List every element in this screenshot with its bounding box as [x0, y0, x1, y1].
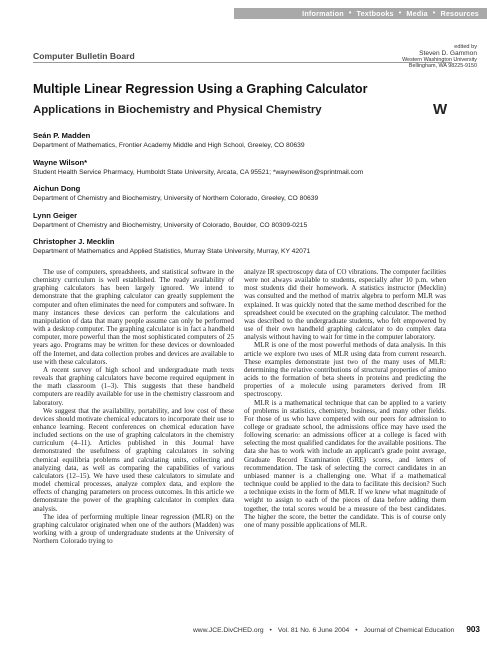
- author-entry: [33, 237, 463, 257]
- article-title: Multiple Linear Regression Using a Graphing Calculator: [33, 82, 368, 96]
- body-column-left: [33, 268, 234, 545]
- author-affiliation: Department of Mathematics and Applied Statistics, Murray State University, Murray, KY 42071: [33, 248, 311, 255]
- author-entry: [33, 131, 463, 151]
- editor-label: edited by: [454, 44, 477, 50]
- web-enhanced-w-icon: W: [433, 101, 447, 118]
- body-column-right: [244, 268, 446, 529]
- author-affiliation: Student Health Service Pharmacy, Humboldt State University, Arcata, CA 95521; *waynewilson@sprintmail.com: [33, 168, 364, 176]
- body-paragraph: MLR is a mathematical technique that can be applied to a variety of problems in statistics, chemistry, business, and many other fields. For those of us who have competed with our peers for admission to college or graduate school, the admissions office may have used the following scenario: an admissions officer at a college is faced with selecting the most qualified candidates for the available positions. The data she has to work with include an applicant's grade point average, Graduate Record Examination (GRE) scores, and letters of recommendation. The task of selecting the correct candidates in an unbiased manner is a challenging one. What if a mathematical technique could be applied to the data to facilitate this decision? Such a technique exists in the form of MLR. If we knew what magnitude of weight to assign to each of the pieces of data before adding them together, the total scores would be a measure of the best candidates. The higher the score, the better the candidate. This is of course only one of many possible applications of MLR.: [244, 398, 446, 529]
- body-paragraph: The use of computers, spreadsheets, and statistical software in the chemistry curriculum is well established. The ready availability of graphing calculators has been largely ignored. We intend to demonstrate that the graphing calculator can greatly supplement the computer and often eliminates the need for computers and software. In many instances these devices can perform the calculations and manipulation of data that many people assume can only be performed with a desktop computer. The graphing calculator is in fact a handheld computer, more powerful than the most sophisticated computers of 25 years ago. Programs may be written for these devices or downloaded off the Internet, and data collection probes and devices are available to use with these calculators.: [33, 268, 234, 366]
- footer-journal: Journal of Chemical Education: [363, 627, 455, 634]
- body-paragraph: MLR is one of the most powerful methods of data analysis. In this article we explore two uses of MLR using data from current research. These examples demonstrate just two of the many uses of MLR: determining the relative contributions of structural properties of amino acids to the formation of beta sheets in proteins and predicting the properties of a molecule using parameters derived from IR spectroscopy.: [244, 341, 446, 399]
- body-paragraph: analyze IR spectroscopy data of CO vibrations. The computer facilities were not always available to students, especially after 10 p.m. when most students did their homework. A statistics instructor (Mecklin) was consulted and the method of matrix algebra to perform MLR was explained. It was quickly noted that the same method described for the spreadsheet could be executed on the graphing calculator. The method was described to the undergraduate students, who felt empowered by use of their own handheld graphing calculator to do complex data analysis without having to wait for time in the computer laboratory.: [244, 268, 446, 342]
- editor-block: [357, 44, 477, 69]
- nav-separator: •: [398, 10, 402, 17]
- author-entry: [33, 158, 463, 178]
- column-label: Computer Bulletin Board: [33, 51, 135, 61]
- nav-separator: •: [348, 10, 352, 17]
- editor-city: Bellingham, WA 98225-9150: [408, 63, 477, 69]
- body-paragraph: The idea of performing multiple linear regression (MLR) on the graphing calculator originated when one of the authors (Madden) was working with a group of undergraduate students at the University of Northern Colorado trying to: [33, 512, 234, 546]
- footer-volume: Vol. 81 No. 6 June 2004: [277, 627, 350, 634]
- author-name: Aichun Dong: [33, 184, 81, 193]
- author-name: Seán P. Madden: [33, 131, 91, 140]
- page-footer: [110, 625, 480, 634]
- article-subtitle: Applications in Biochemistry and Physical Chemistry: [33, 104, 322, 116]
- page-number: 903: [466, 625, 480, 634]
- footer-bullet: •: [269, 627, 272, 634]
- editor-institution: Western Washington University: [402, 57, 477, 63]
- footer-bullet: •: [355, 627, 358, 634]
- nav-item-information[interactable]: Information: [302, 9, 344, 18]
- top-navigation-bar: [234, 8, 487, 19]
- body-paragraph: A recent survey of high school and undergraduate math texts reveals that graphing calculators have become required equipment in the math classroom (1–3). This suggests that these handheld computers are readily available for use in the chemistry classroom and laboratory.: [33, 365, 234, 407]
- nav-item-textbooks[interactable]: Textbooks: [356, 9, 394, 18]
- author-entry: [33, 184, 463, 204]
- footer-url[interactable]: www.JCE.DivCHED.org: [192, 627, 264, 634]
- author-name: Lynn Geiger: [33, 210, 78, 220]
- nav-item-media[interactable]: Media: [406, 9, 428, 18]
- body-paragraph: We suggest that the availability, portability, and low cost of these devices should motivate chemical educators to incorporate their use to enhance learning. Recent conferences on chemical education have included sections on the use of graphing calculators in the chemistry curriculum (4–11). Articles published in this Journal have demonstrated the usefulness of graphing calculators in solving chemical equilibria problems and calculating units, collecting and analyzing data, as well as comparing the capabilities of various calculators (12–15). We have used these calculators to simulate and model chemical processes, analyze complex data, and explore the effects of changing parameters on process outcomes. In this article we demonstrate the power of the graphing calculator in complex data analysis.: [33, 406, 234, 513]
- author-name: Christopher J. Mecklin: [33, 237, 115, 246]
- nav-separator: •: [432, 10, 436, 17]
- author-affiliation: Department of Chemistry and Biochemistry, University of Northern Colorado, Greeley, CO 80639: [33, 195, 319, 202]
- author-list: [33, 131, 463, 264]
- author-entry: [33, 211, 463, 231]
- nav-item-resources[interactable]: Resources: [440, 9, 479, 18]
- editor-name: Steven D. Gammon: [419, 50, 477, 57]
- author-name: Wayne Wilson*: [33, 157, 88, 167]
- author-affiliation: Department of Mathematics, Frontier Academy Middle and High School, Greeley, CO 80639: [33, 142, 305, 149]
- author-affiliation: Department of Chemistry and Biochemistry, University of Colorado, Boulder, CO 80309-0215: [33, 221, 308, 229]
